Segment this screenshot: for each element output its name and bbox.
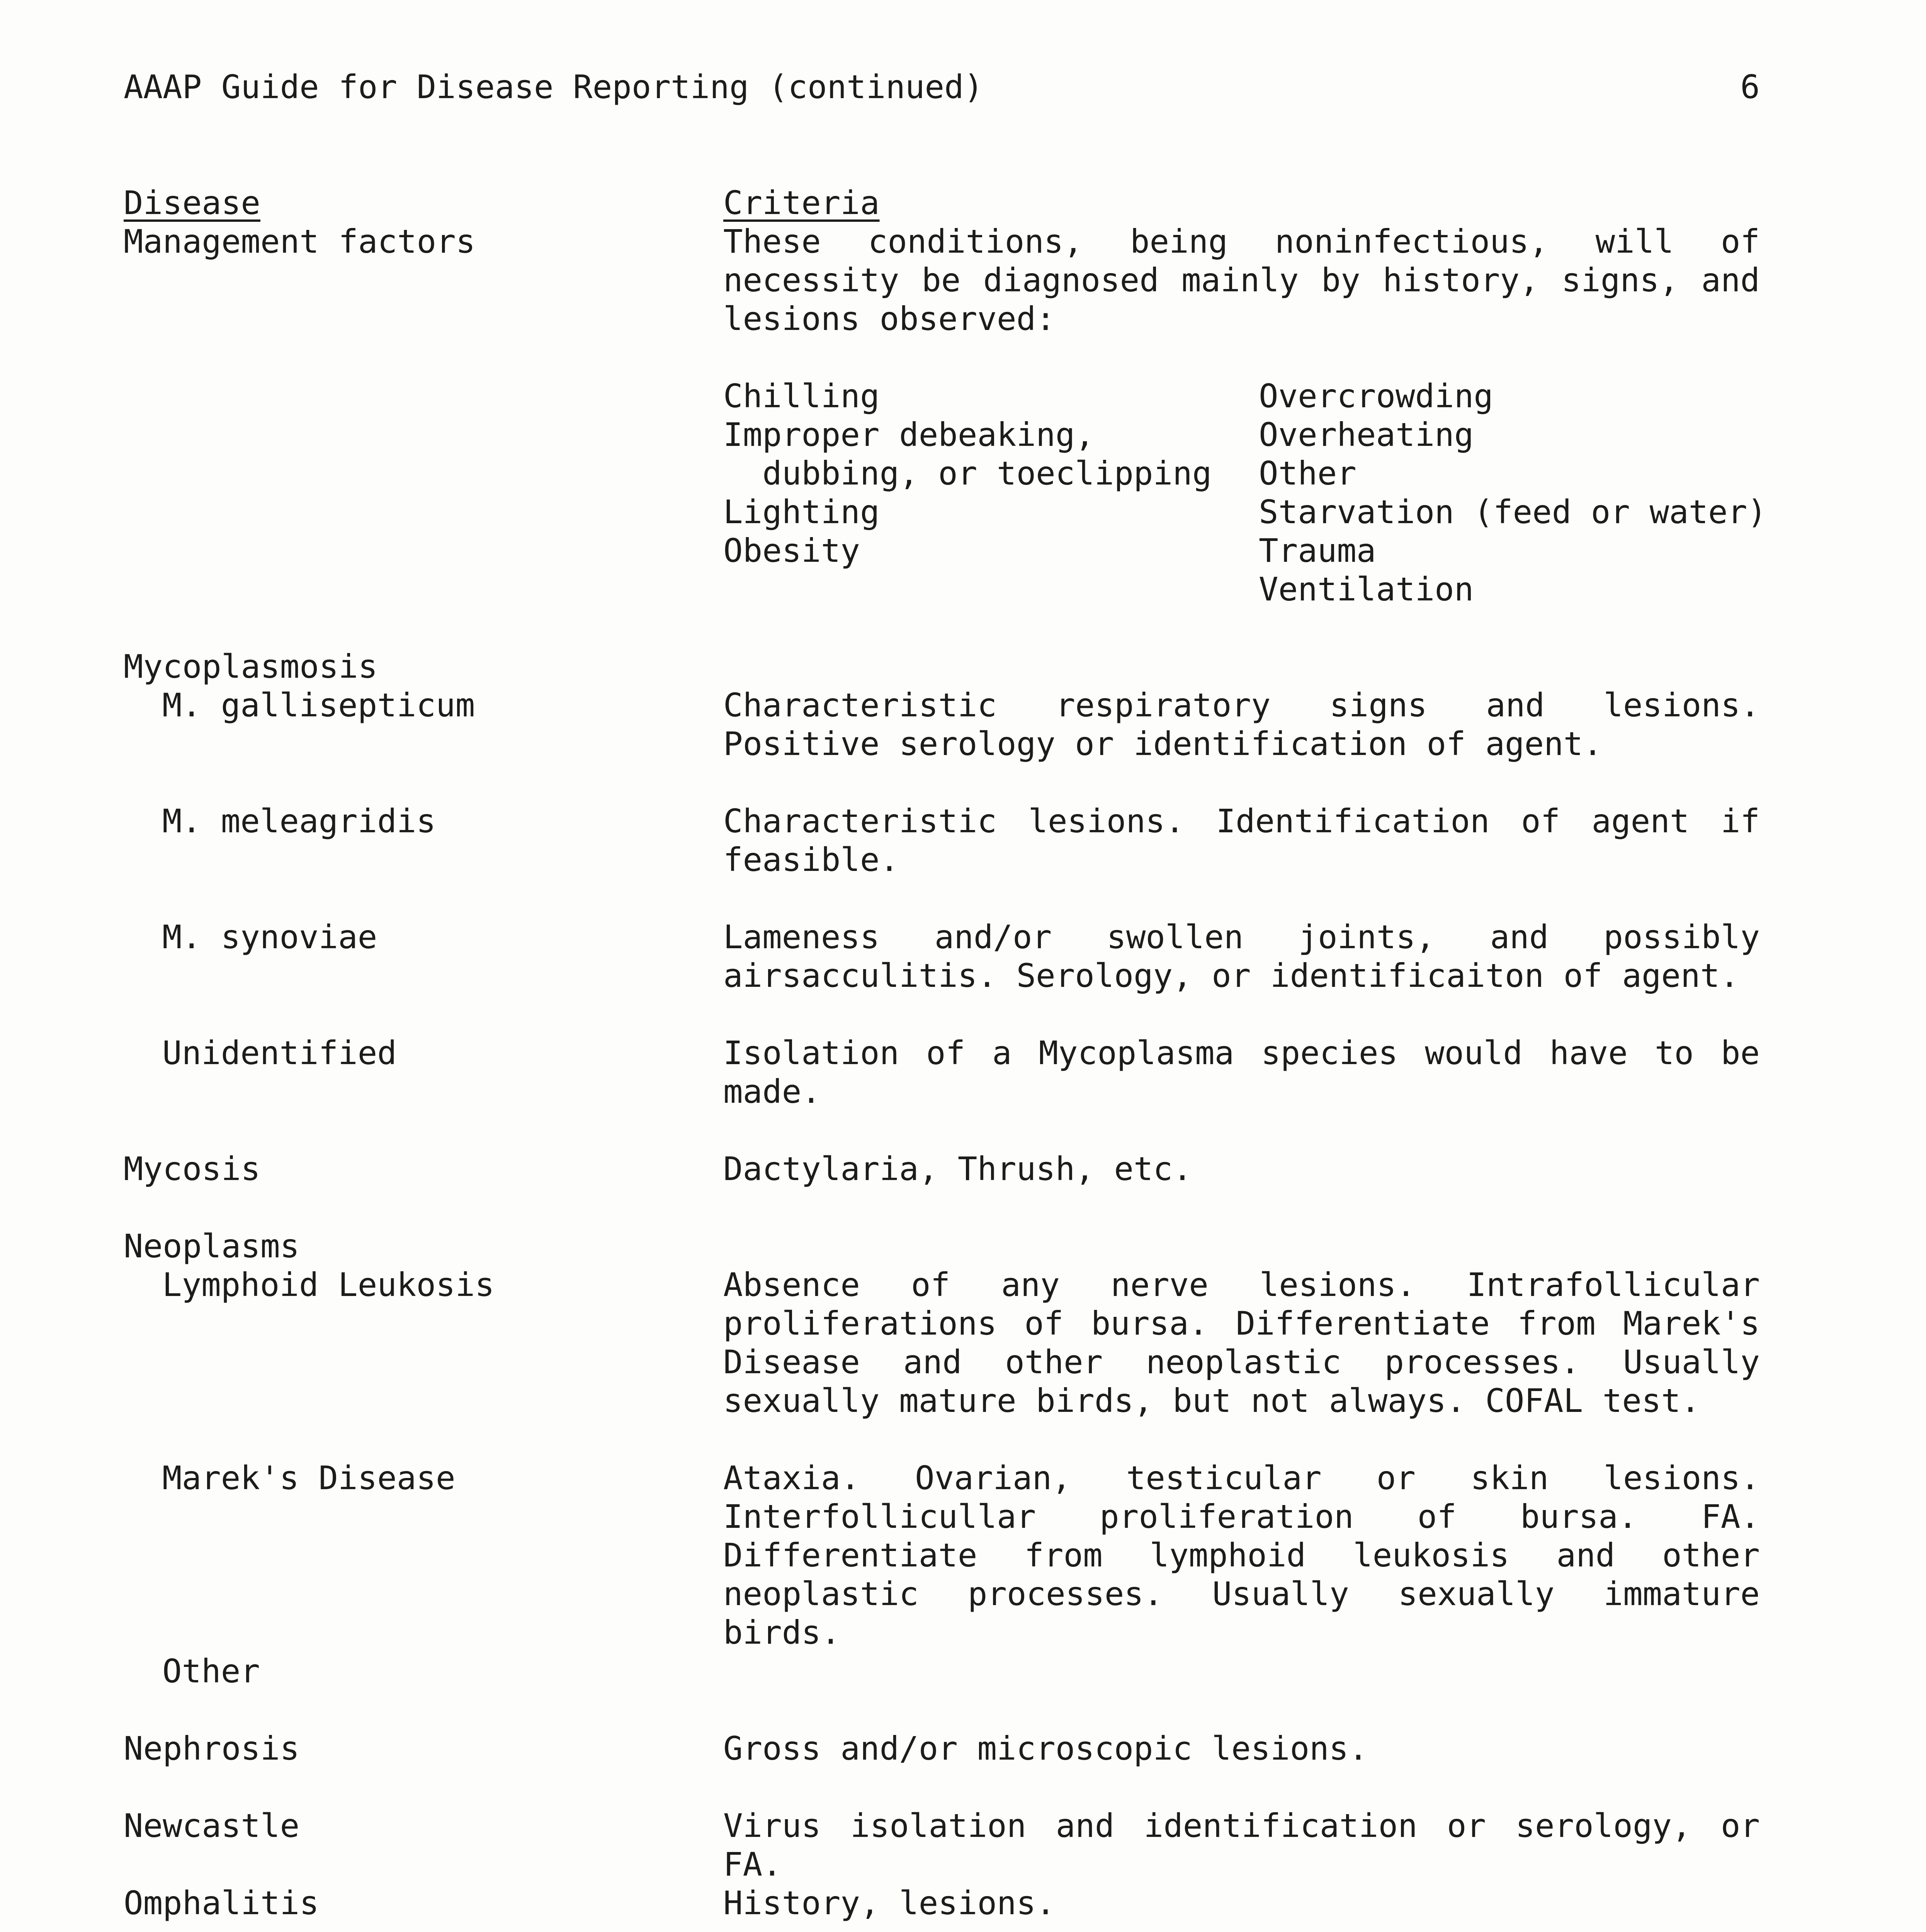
criteria-column-heading: Criteria [723,184,880,222]
list-item: Other [1259,454,1357,492]
criteria-m-gallisepticum: Characteristic respiratory signs and lesions. Positive serology or identification of agent. [723,686,1760,763]
disease-m-synoviae: M. synoviae [162,918,377,956]
list-item: Trauma [1259,532,1376,570]
criteria-omphalitis: History, lesions. [723,1884,1056,1922]
list-item: Overcrowding [1259,377,1493,415]
disease-mycoplasma-unidentified: Unidentified [162,1034,397,1072]
management-list-right [1259,377,1800,609]
page-number: 6 [1740,68,1760,106]
list-item: Lighting [723,493,880,531]
disease-mareks-disease: Marek's Disease [162,1459,456,1497]
list-item: Starvation (feed or water) [1259,493,1767,531]
disease-management-factors: Management factors [124,223,476,260]
criteria-mareks-disease: Ataxia. Ovarian, testicular or skin lesions. Interfollicullar proliferation of bursa. FA. Differentiate from lymphoid leukosis and other neoplastic processes. Usually sexually immature birds. [723,1459,1760,1651]
disease-omphalitis: Omphalitis [124,1884,319,1922]
disease-column-heading: Disease [124,184,261,222]
list-item: dubbing, or toeclipping [723,454,1212,492]
criteria-mycoplasma-unidentified: Isolation of a Mycoplasma species would have to be made. [723,1034,1760,1111]
disease-neoplasms: Neoplasms [124,1227,300,1265]
list-item: Ventilation [1259,570,1474,608]
criteria-mycosis: Dactylaria, Thrush, etc. [723,1150,1192,1188]
criteria-lymphoid-leukosis: Absence of any nerve lesions. Intrafollicular proliferations of bursa. Differentiate from Marek's Disease and other neoplastic processes. Usually sexually mature birds, but not always. COFAL test. [723,1266,1760,1420]
criteria-nephrosis: Gross and/or microscopic lesions. [723,1730,1368,1767]
disease-lymphoid-leukosis: Lymphoid Leukosis [162,1266,495,1304]
management-list-left [723,377,1264,570]
criteria-m-meleagridis: Characteristic lesions. Identification of agent if feasible. [723,802,1760,879]
disease-neoplasm-other: Other [162,1652,260,1690]
disease-m-meleagridis: M. meleagridis [162,802,436,840]
disease-m-gallisepticum: M. gallisepticum [162,686,475,724]
criteria-m-synoviae: Lameness and/or swollen joints, and possibly airsacculitis. Serology, or identificaiton of agent. [723,918,1760,995]
header-title: AAAP Guide for Disease Reporting (continued) [124,68,984,106]
disease-nephrosis: Nephrosis [124,1730,300,1767]
list-item: Improper debeaking, [723,416,1095,454]
page-header [124,68,1760,106]
disease-mycoplasmosis: Mycoplasmosis [124,648,378,685]
list-item: Overheating [1259,416,1474,454]
criteria-management-factors: These conditions, being noninfectious, will of necessity be diagnosed mainly by history, signs, and lesions observed: [723,223,1760,338]
disease-newcastle: Newcastle [124,1807,300,1845]
list-item: Obesity [723,532,860,570]
disease-mycosis: Mycosis [124,1150,261,1188]
criteria-newcastle: Virus isolation and identification or serology, or FA. [723,1807,1760,1883]
list-item: Chilling [723,377,880,415]
